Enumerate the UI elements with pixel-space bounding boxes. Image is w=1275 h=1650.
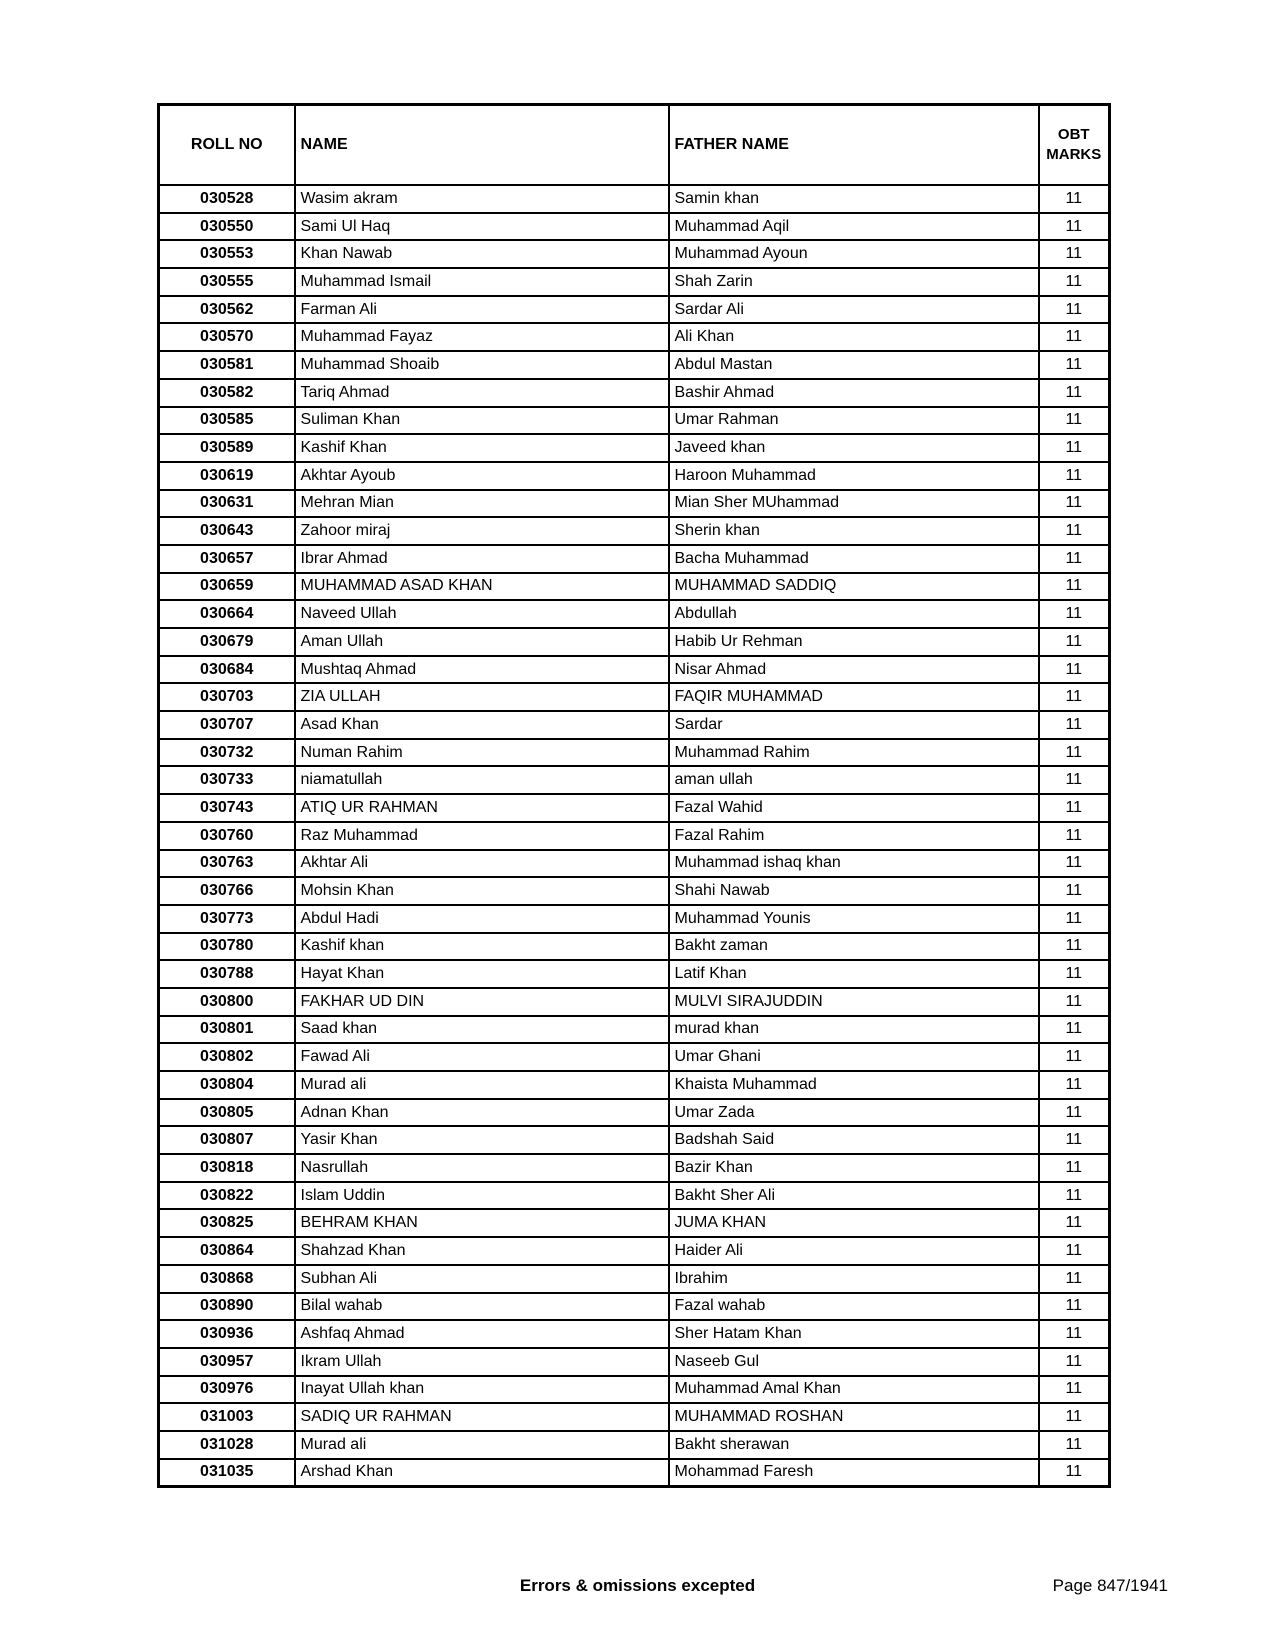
obt-marks-cell: 11 — [1039, 213, 1110, 241]
obt-marks-cell: 11 — [1039, 1459, 1110, 1487]
roll-no-cell: 030743 — [159, 794, 295, 822]
name-cell: Mehran Mian — [295, 490, 669, 518]
obt-marks-cell: 11 — [1039, 1209, 1110, 1237]
roll-no-cell: 030679 — [159, 628, 295, 656]
roll-no-cell: 030760 — [159, 822, 295, 850]
obt-marks-cell: 11 — [1039, 296, 1110, 324]
roll-no-cell: 030733 — [159, 766, 295, 794]
table-row — [159, 960, 1110, 988]
father-name-cell: Bashir Ahmad — [669, 379, 1039, 407]
name-cell: Tariq Ahmad — [295, 379, 669, 407]
name-cell: Naveed Ullah — [295, 600, 669, 628]
roll-no-cell: 030619 — [159, 462, 295, 490]
obt-marks-cell: 11 — [1039, 490, 1110, 518]
name-cell: Farman Ali — [295, 296, 669, 324]
obt-marks-cell: 11 — [1039, 850, 1110, 878]
obt-marks-cell: 11 — [1039, 1182, 1110, 1210]
name-cell: Mohsin Khan — [295, 877, 669, 905]
obt-marks-cell: 11 — [1039, 407, 1110, 435]
obt-marks-cell: 11 — [1039, 1071, 1110, 1099]
obt-marks-cell: 11 — [1039, 573, 1110, 601]
roll-no-cell: 030659 — [159, 573, 295, 601]
father-name-cell: Fazal Wahid — [669, 794, 1039, 822]
name-cell: Arshad Khan — [295, 1459, 669, 1487]
table-row — [159, 1431, 1110, 1459]
obt-marks-cell: 11 — [1039, 739, 1110, 767]
father-name-cell: Naseeb Gul — [669, 1348, 1039, 1376]
father-name-cell: Umar Ghani — [669, 1043, 1039, 1071]
father-name-cell: Nisar Ahmad — [669, 656, 1039, 684]
header-name: NAME — [295, 105, 669, 186]
table-row — [159, 1126, 1110, 1154]
father-name-cell: Khaista Muhammad — [669, 1071, 1039, 1099]
name-cell: Muhammad Shoaib — [295, 351, 669, 379]
roll-no-cell: 030807 — [159, 1126, 295, 1154]
name-cell: ATIQ UR RAHMAN — [295, 794, 669, 822]
name-cell: Murad ali — [295, 1071, 669, 1099]
roll-no-cell: 030582 — [159, 379, 295, 407]
roll-no-cell: 030528 — [159, 185, 295, 213]
roll-no-cell: 030957 — [159, 1348, 295, 1376]
name-cell: Raz Muhammad — [295, 822, 669, 850]
obt-marks-cell: 11 — [1039, 1265, 1110, 1293]
roll-no-cell: 030766 — [159, 877, 295, 905]
roll-no-cell: 030643 — [159, 517, 295, 545]
table-row — [159, 711, 1110, 739]
table-row — [159, 1209, 1110, 1237]
name-cell: SADIQ UR RAHMAN — [295, 1403, 669, 1431]
father-name-cell: MULVI SIRAJUDDIN — [669, 988, 1039, 1016]
roll-no-cell: 030570 — [159, 323, 295, 351]
name-cell: Muhammad Ismail — [295, 268, 669, 296]
name-cell: BEHRAM KHAN — [295, 1209, 669, 1237]
name-cell: Shahzad Khan — [295, 1237, 669, 1265]
obt-marks-cell: 11 — [1039, 600, 1110, 628]
father-name-cell: Muhammad Aqil — [669, 213, 1039, 241]
obt-marks-cell: 11 — [1039, 240, 1110, 268]
table-row — [159, 1099, 1110, 1127]
roll-no-cell: 031028 — [159, 1431, 295, 1459]
table-row — [159, 1237, 1110, 1265]
obt-marks-cell: 11 — [1039, 766, 1110, 794]
father-name-cell: murad khan — [669, 1016, 1039, 1044]
father-name-cell: Muhammad Amal Khan — [669, 1376, 1039, 1404]
results-table — [157, 103, 1111, 1488]
obt-marks-cell: 11 — [1039, 1154, 1110, 1182]
roll-no-cell: 030664 — [159, 600, 295, 628]
father-name-cell: Sardar Ali — [669, 296, 1039, 324]
roll-no-cell: 030822 — [159, 1182, 295, 1210]
obt-marks-cell: 11 — [1039, 988, 1110, 1016]
obt-marks-cell: 11 — [1039, 1320, 1110, 1348]
name-cell: Khan Nawab — [295, 240, 669, 268]
header-obt-marks: OBT MARKS — [1039, 105, 1110, 186]
roll-no-cell: 030936 — [159, 1320, 295, 1348]
father-name-cell: Bakht Sher Ali — [669, 1182, 1039, 1210]
obt-marks-cell: 11 — [1039, 656, 1110, 684]
table-row — [159, 545, 1110, 573]
table-row — [159, 1320, 1110, 1348]
father-name-cell: Fazal wahab — [669, 1293, 1039, 1321]
table-row — [159, 628, 1110, 656]
table-row — [159, 794, 1110, 822]
table-row — [159, 268, 1110, 296]
father-name-cell: Shahi Nawab — [669, 877, 1039, 905]
name-cell: Kashif khan — [295, 933, 669, 961]
roll-no-cell: 030553 — [159, 240, 295, 268]
table-row — [159, 1071, 1110, 1099]
table-row — [159, 1459, 1110, 1487]
footer-page-number: Page 847/1941 — [1052, 1576, 1168, 1595]
father-name-cell: Fazal Rahim — [669, 822, 1039, 850]
father-name-cell: aman ullah — [669, 766, 1039, 794]
name-cell: Inayat Ullah khan — [295, 1376, 669, 1404]
father-name-cell: MUHAMMAD SADDIQ — [669, 573, 1039, 601]
father-name-cell: Abdullah — [669, 600, 1039, 628]
roll-no-cell: 030763 — [159, 850, 295, 878]
obt-marks-cell: 11 — [1039, 711, 1110, 739]
father-name-cell: Mian Sher MUhammad — [669, 490, 1039, 518]
name-cell: ZIA ULLAH — [295, 683, 669, 711]
father-name-cell: Ali Khan — [669, 323, 1039, 351]
roll-no-cell: 030684 — [159, 656, 295, 684]
roll-no-cell: 030555 — [159, 268, 295, 296]
roll-no-cell: 031035 — [159, 1459, 295, 1487]
table-row — [159, 1403, 1110, 1431]
obt-marks-cell: 11 — [1039, 905, 1110, 933]
obt-marks-cell: 11 — [1039, 877, 1110, 905]
footer-note: Errors & omissions excepted — [519, 1576, 756, 1595]
name-cell: Yasir Khan — [295, 1126, 669, 1154]
roll-no-cell: 030825 — [159, 1209, 295, 1237]
table-row — [159, 1293, 1110, 1321]
father-name-cell: Bazir Khan — [669, 1154, 1039, 1182]
roll-no-cell: 030780 — [159, 933, 295, 961]
name-cell: Akhtar Ayoub — [295, 462, 669, 490]
table-row — [159, 1348, 1110, 1376]
father-name-cell: Samin khan — [669, 185, 1039, 213]
obt-marks-cell: 11 — [1039, 1016, 1110, 1044]
father-name-cell: Sher Hatam Khan — [669, 1320, 1039, 1348]
header-father-name: FATHER NAME — [669, 105, 1039, 186]
obt-marks-cell: 11 — [1039, 185, 1110, 213]
name-cell: Wasim akram — [295, 185, 669, 213]
table-row — [159, 323, 1110, 351]
table-row — [159, 766, 1110, 794]
name-cell: Akhtar Ali — [295, 850, 669, 878]
father-name-cell: Habib Ur Rehman — [669, 628, 1039, 656]
table-row — [159, 434, 1110, 462]
father-name-cell: MUHAMMAD ROSHAN — [669, 1403, 1039, 1431]
obt-marks-cell: 11 — [1039, 1348, 1110, 1376]
name-cell: Abdul Hadi — [295, 905, 669, 933]
table-row — [159, 1043, 1110, 1071]
father-name-cell: Haider Ali — [669, 1237, 1039, 1265]
obt-marks-cell: 11 — [1039, 1293, 1110, 1321]
father-name-cell: Sardar — [669, 711, 1039, 739]
obt-marks-cell: 11 — [1039, 434, 1110, 462]
table-row — [159, 1016, 1110, 1044]
name-cell: Mushtaq Ahmad — [295, 656, 669, 684]
roll-no-cell: 030788 — [159, 960, 295, 988]
roll-no-cell: 030562 — [159, 296, 295, 324]
header-row — [159, 105, 1110, 186]
roll-no-cell: 030868 — [159, 1265, 295, 1293]
father-name-cell: Muhammad Younis — [669, 905, 1039, 933]
table-row — [159, 296, 1110, 324]
obt-marks-cell: 11 — [1039, 545, 1110, 573]
obt-marks-cell: 11 — [1039, 960, 1110, 988]
father-name-cell: Badshah Said — [669, 1126, 1039, 1154]
results-table-header — [159, 105, 1110, 186]
roll-no-cell: 030804 — [159, 1071, 295, 1099]
name-cell: Ikram Ullah — [295, 1348, 669, 1376]
name-cell: Adnan Khan — [295, 1099, 669, 1127]
obt-marks-cell: 11 — [1039, 323, 1110, 351]
roll-no-cell: 030589 — [159, 434, 295, 462]
name-cell: Hayat Khan — [295, 960, 669, 988]
table-row — [159, 1182, 1110, 1210]
roll-no-cell: 030801 — [159, 1016, 295, 1044]
table-row — [159, 683, 1110, 711]
obt-marks-cell: 11 — [1039, 379, 1110, 407]
obt-marks-cell: 11 — [1039, 1099, 1110, 1127]
table-row — [159, 850, 1110, 878]
father-name-cell: Muhammad ishaq khan — [669, 850, 1039, 878]
father-name-cell: FAQIR MUHAMMAD — [669, 683, 1039, 711]
father-name-cell: Bakht zaman — [669, 933, 1039, 961]
name-cell: Numan Rahim — [295, 739, 669, 767]
obt-marks-cell: 11 — [1039, 268, 1110, 296]
name-cell: MUHAMMAD ASAD KHAN — [295, 573, 669, 601]
roll-no-cell: 030703 — [159, 683, 295, 711]
name-cell: Subhan Ali — [295, 1265, 669, 1293]
obt-marks-cell: 11 — [1039, 794, 1110, 822]
roll-no-cell: 030802 — [159, 1043, 295, 1071]
table-row — [159, 490, 1110, 518]
table-row — [159, 1154, 1110, 1182]
table-row — [159, 407, 1110, 435]
obt-marks-cell: 11 — [1039, 822, 1110, 850]
name-cell: Kashif Khan — [295, 434, 669, 462]
roll-no-cell: 030800 — [159, 988, 295, 1016]
roll-no-cell: 030707 — [159, 711, 295, 739]
father-name-cell: Mohammad Faresh — [669, 1459, 1039, 1487]
roll-no-cell: 030773 — [159, 905, 295, 933]
table-row — [159, 1265, 1110, 1293]
roll-no-cell: 030732 — [159, 739, 295, 767]
obt-marks-cell: 11 — [1039, 683, 1110, 711]
table-row — [159, 877, 1110, 905]
name-cell: niamatullah — [295, 766, 669, 794]
table-row — [159, 213, 1110, 241]
table-row — [159, 573, 1110, 601]
table-row — [159, 1376, 1110, 1404]
table-row — [159, 462, 1110, 490]
father-name-cell: Haroon Muhammad — [669, 462, 1039, 490]
obt-marks-cell: 11 — [1039, 1403, 1110, 1431]
father-name-cell: Ibrahim — [669, 1265, 1039, 1293]
obt-marks-cell: 11 — [1039, 1126, 1110, 1154]
table-row — [159, 600, 1110, 628]
obt-marks-cell: 11 — [1039, 462, 1110, 490]
roll-no-cell: 030805 — [159, 1099, 295, 1127]
name-cell: Bilal wahab — [295, 1293, 669, 1321]
father-name-cell: Javeed khan — [669, 434, 1039, 462]
name-cell: Sami Ul Haq — [295, 213, 669, 241]
results-table-body — [159, 185, 1110, 1487]
roll-no-cell: 030976 — [159, 1376, 295, 1404]
name-cell: FAKHAR UD DIN — [295, 988, 669, 1016]
name-cell: Zahoor miraj — [295, 517, 669, 545]
obt-marks-cell: 11 — [1039, 1376, 1110, 1404]
table-row — [159, 351, 1110, 379]
father-name-cell: Umar Rahman — [669, 407, 1039, 435]
father-name-cell: Abdul Mastan — [669, 351, 1039, 379]
father-name-cell: Bacha Muhammad — [669, 545, 1039, 573]
name-cell: Saad khan — [295, 1016, 669, 1044]
father-name-cell: Sherin khan — [669, 517, 1039, 545]
header-roll-no: ROLL NO — [159, 105, 295, 186]
obt-marks-cell: 11 — [1039, 1043, 1110, 1071]
table-row — [159, 933, 1110, 961]
name-cell: Asad Khan — [295, 711, 669, 739]
father-name-cell: Bakht sherawan — [669, 1431, 1039, 1459]
roll-no-cell: 030585 — [159, 407, 295, 435]
father-name-cell: Latif Khan — [669, 960, 1039, 988]
table-row — [159, 656, 1110, 684]
roll-no-cell: 030657 — [159, 545, 295, 573]
roll-no-cell: 030864 — [159, 1237, 295, 1265]
father-name-cell: Muhammad Rahim — [669, 739, 1039, 767]
roll-no-cell: 030890 — [159, 1293, 295, 1321]
table-row — [159, 988, 1110, 1016]
obt-marks-cell: 11 — [1039, 1237, 1110, 1265]
table-row — [159, 379, 1110, 407]
name-cell: Suliman Khan — [295, 407, 669, 435]
name-cell: Ibrar Ahmad — [295, 545, 669, 573]
roll-no-cell: 030631 — [159, 490, 295, 518]
father-name-cell: Umar Zada — [669, 1099, 1039, 1127]
roll-no-cell: 030818 — [159, 1154, 295, 1182]
father-name-cell: Shah Zarin — [669, 268, 1039, 296]
name-cell: Aman Ullah — [295, 628, 669, 656]
obt-marks-cell: 11 — [1039, 628, 1110, 656]
obt-marks-cell: 11 — [1039, 1431, 1110, 1459]
obt-marks-cell: 11 — [1039, 517, 1110, 545]
father-name-cell: Muhammad Ayoun — [669, 240, 1039, 268]
name-cell: Islam Uddin — [295, 1182, 669, 1210]
roll-no-cell: 030581 — [159, 351, 295, 379]
obt-marks-cell: 11 — [1039, 351, 1110, 379]
roll-no-cell: 031003 — [159, 1403, 295, 1431]
father-name-cell: JUMA KHAN — [669, 1209, 1039, 1237]
obt-marks-cell: 11 — [1039, 933, 1110, 961]
name-cell: Ashfaq Ahmad — [295, 1320, 669, 1348]
name-cell: Murad ali — [295, 1431, 669, 1459]
table-row — [159, 185, 1110, 213]
roll-no-cell: 030550 — [159, 213, 295, 241]
table-row — [159, 240, 1110, 268]
name-cell: Fawad Ali — [295, 1043, 669, 1071]
table-row — [159, 905, 1110, 933]
table-row — [159, 739, 1110, 767]
name-cell: Nasrullah — [295, 1154, 669, 1182]
table-row — [159, 517, 1110, 545]
name-cell: Muhammad Fayaz — [295, 323, 669, 351]
table-row — [159, 822, 1110, 850]
